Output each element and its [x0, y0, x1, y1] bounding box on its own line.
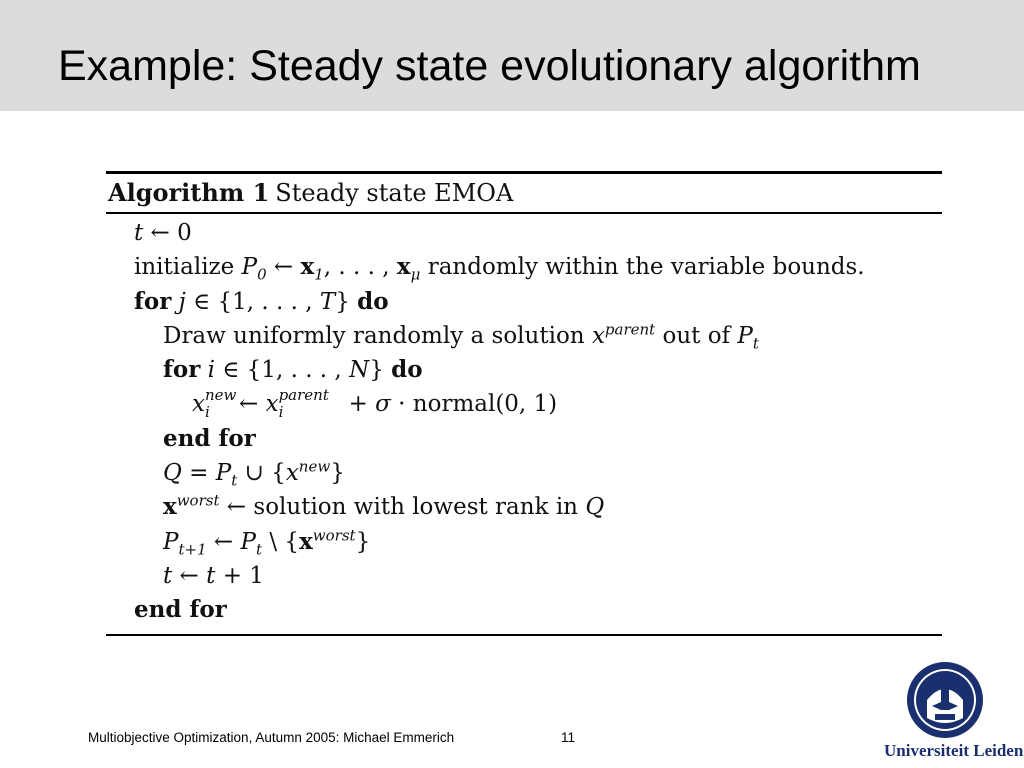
algorithm-name: Steady state EMOA [275, 179, 514, 207]
university-seal-icon [905, 660, 985, 746]
algorithm-body [106, 214, 942, 634]
algorithm-line-1: t ← 0 [134, 220, 192, 246]
algorithm-line-10: $P_{t+1}$ ← $P_t$ \ $\{x^{worst}\}$ [163, 526, 371, 559]
algorithm-line-12: end for [134, 596, 227, 624]
algorithm-line-8: $Q = P_t$ ∪ $\{x^{new}\}$ [163, 457, 345, 490]
algorithm-label: Algorithm 1 [108, 178, 270, 207]
algorithm-line-2: initialize $P_0$ ← $x_1$, . . . , $x_\mu$ randomly within the variable bounds. [134, 253, 865, 284]
algorithm-line-7: end for [163, 424, 256, 452]
footer-text: Multiobjective Optimization, Autumn 2005: Michael Emmerich [88, 730, 455, 745]
algorithm-bottom-rule [106, 634, 942, 636]
algorithm-line-9: $x^{worst}$ ← solution with lowest rank in Q [163, 491, 605, 521]
page-number: 11 [561, 730, 576, 745]
university-logo-text: Universiteit Leiden [884, 741, 1024, 760]
slide-title: Example: Steady state evolutionary algorithm [58, 42, 921, 90]
algorithm-line-6: x new i ← x parent i + σ · normal(0, 1) [192, 386, 558, 422]
algorithm-line-4: Draw uniformly randomly a solution $x^{parent}$ out of $P_t$ [163, 320, 759, 353]
algorithm-box [106, 171, 942, 636]
algorithm-line-3: for j ∈ {1, . . . , T} do [134, 287, 389, 315]
algorithm-line-5: for i ∈ {1, . . . , N} do [163, 356, 423, 384]
algorithm-line-11: t ← t + 1 [163, 562, 264, 589]
algorithm-header [106, 174, 942, 212]
